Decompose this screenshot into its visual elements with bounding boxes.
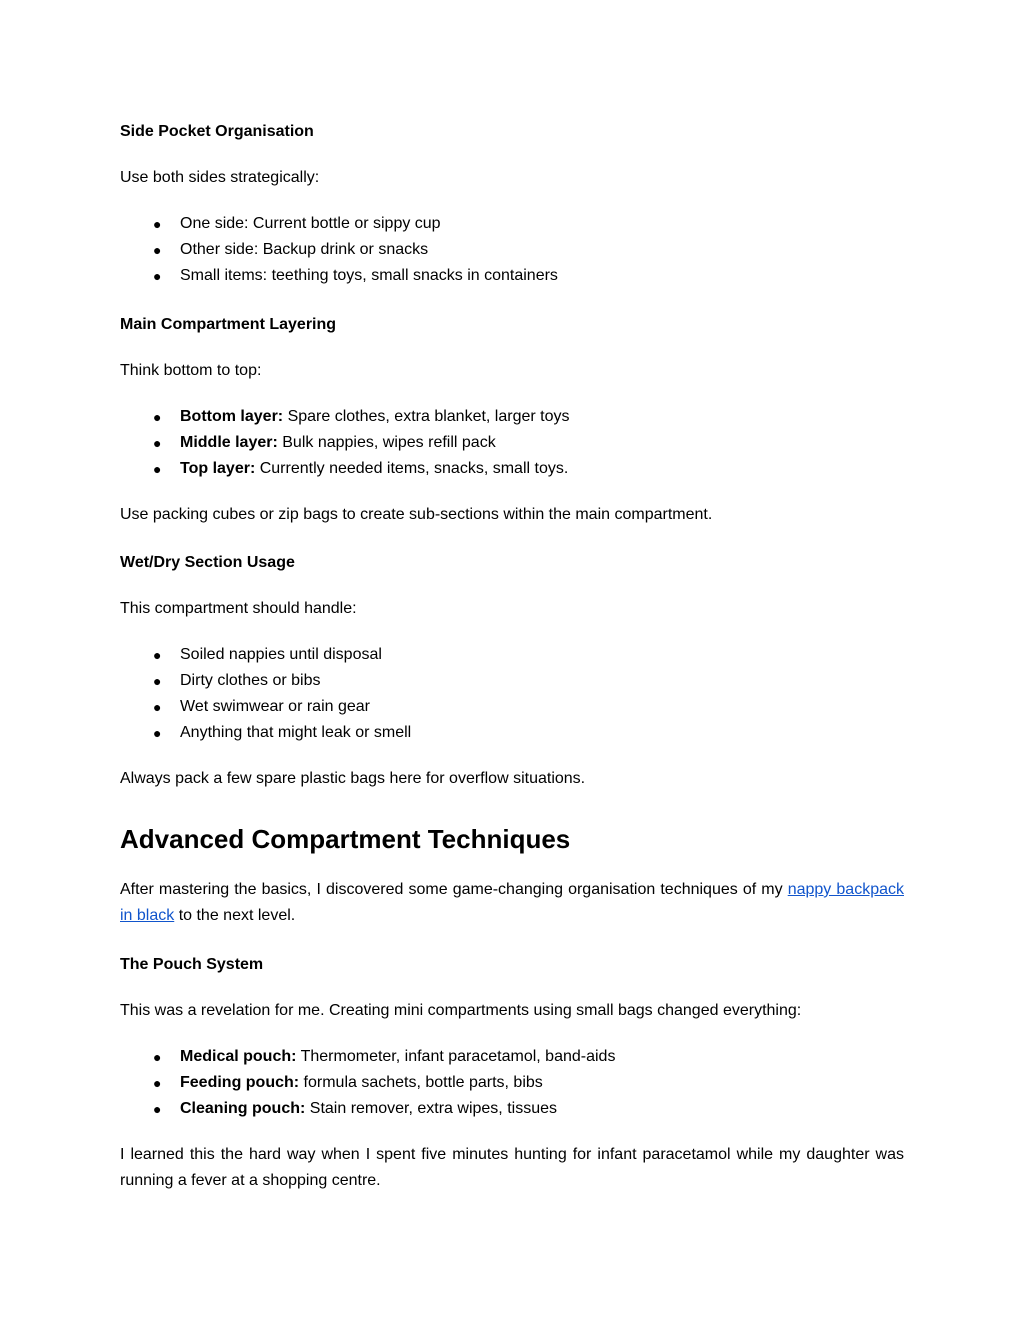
- heading-advanced-techniques: Advanced Compartment Techniques: [120, 824, 571, 854]
- paragraph-advanced-intro: After mastering the basics, I discovered some game-changing organisation techniques of my nappy backpack in black to the next level.: [120, 881, 904, 924]
- paragraph-pouch-outro: I learned this the hard way when I spent five minutes hunting for infant paracetamol while my daughter was running a fever at a shopping centre.: [120, 1146, 904, 1189]
- heading-pouch-system: The Pouch System: [120, 956, 264, 973]
- bullet-icon: ●: [153, 242, 162, 258]
- list-item: ● Anything that might leak or smell: [120, 720, 904, 746]
- paragraph-side-pocket-intro: Use both sides strategically:: [120, 169, 320, 186]
- bullet-icon: ●: [153, 1101, 162, 1117]
- bullet-icon: ●: [153, 1049, 162, 1065]
- list-item: ● Feeding pouch: formula sachets, bottle parts, bibs: [120, 1070, 904, 1096]
- nappy-backpack-link[interactable]: nappy backpack in black: [120, 881, 904, 924]
- paragraph-main-compartment-outro: Use packing cubes or zip bags to create sub-sections within the main compartment.: [120, 506, 713, 523]
- paragraph-pouch-intro: This was a revelation for me. Creating mini compartments using small bags changed everything:: [120, 1002, 802, 1019]
- list-main-compartment: [120, 404, 904, 482]
- bullet-icon: ●: [153, 673, 162, 689]
- list-item: ● Bottom layer: Spare clothes, extra blanket, larger toys: [120, 404, 904, 430]
- list-item: ● Dirty clothes or bibs: [120, 668, 904, 694]
- list-item: ● Wet swimwear or rain gear: [120, 694, 904, 720]
- heading-main-compartment: Main Compartment Layering: [120, 316, 337, 333]
- paragraph-wet-dry-outro: Always pack a few spare plastic bags here for overflow situations.: [120, 770, 586, 787]
- list-item: ● Cleaning pouch: Stain remover, extra wipes, tissues: [120, 1096, 904, 1122]
- bullet-icon: ●: [153, 216, 162, 232]
- bullet-icon: ●: [153, 435, 162, 451]
- heading-wet-dry: Wet/Dry Section Usage: [120, 554, 295, 571]
- list-item: ● Medical pouch: Thermometer, infant paracetamol, band-aids: [120, 1044, 904, 1070]
- list-item: ● Other side: Backup drink or snacks: [120, 237, 904, 263]
- paragraph-main-compartment-intro: Think bottom to top:: [120, 362, 262, 379]
- bullet-icon: ●: [153, 268, 162, 284]
- list-pouch: [120, 1044, 904, 1122]
- bullet-icon: ●: [153, 699, 162, 715]
- bullet-icon: ●: [153, 409, 162, 425]
- list-item: ● Top layer: Currently needed items, snacks, small toys.: [120, 456, 904, 482]
- list-item: ● Soiled nappies until disposal: [120, 642, 904, 668]
- list-side-pocket: [120, 211, 904, 289]
- list-wet-dry: [120, 642, 904, 746]
- bullet-icon: ●: [153, 461, 162, 477]
- paragraph-wet-dry-intro: This compartment should handle:: [120, 600, 357, 617]
- bullet-icon: ●: [153, 725, 162, 741]
- heading-side-pocket: Side Pocket Organisation: [120, 123, 314, 140]
- bullet-icon: ●: [153, 647, 162, 663]
- bullet-icon: ●: [153, 1075, 162, 1091]
- list-item: ● One side: Current bottle or sippy cup: [120, 211, 904, 237]
- list-item: ● Small items: teething toys, small snacks in containers: [120, 263, 904, 289]
- list-item: ● Middle layer: Bulk nappies, wipes refill pack: [120, 430, 904, 456]
